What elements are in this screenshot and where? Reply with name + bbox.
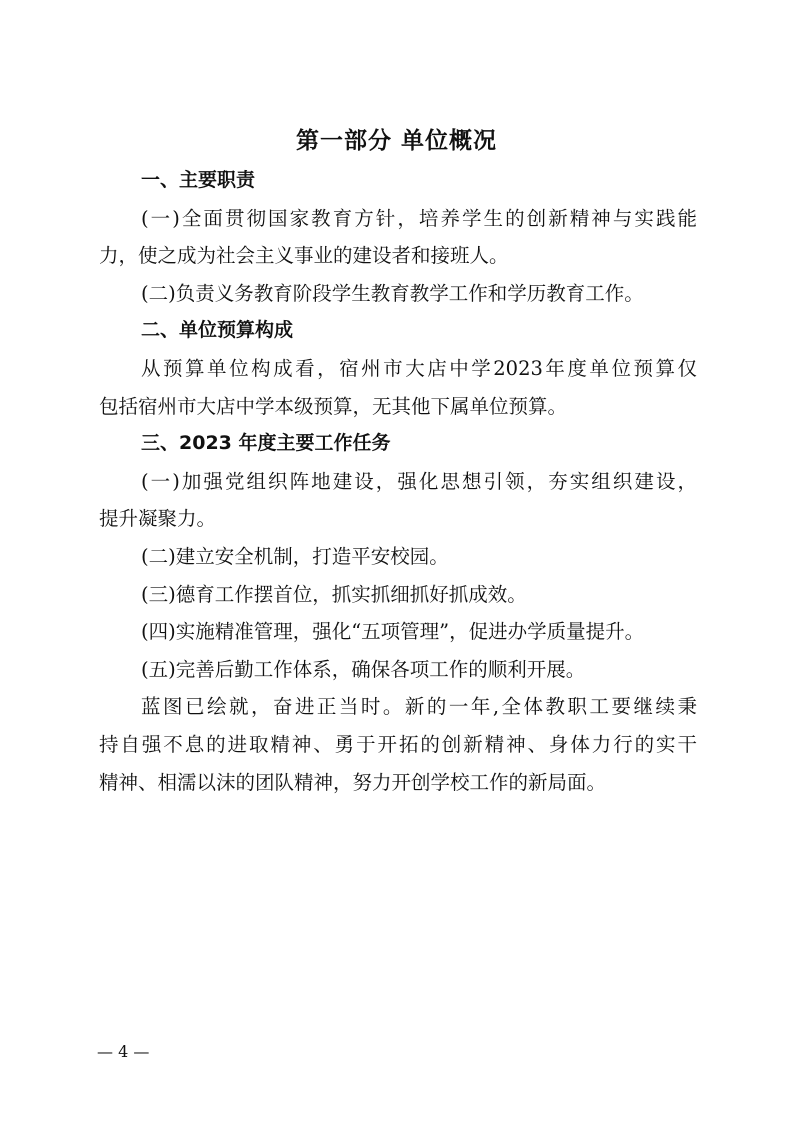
paragraph-line: 持自强不息的进取精神、勇于开拓的创新精神、身体力行的实干 [99,732,697,756]
section-heading: 一、主要职责 [141,169,256,191]
paragraph-line: (二)建立安全机制，打造平安校园。 [141,544,449,568]
paragraph-line: (四)实施精准管理，强化“五项管理”，促进办学质量提升。 [141,620,645,644]
paragraph-line: (三)德育工作摆首位，抓实抓细抓好抓成效。 [141,582,527,606]
paragraph-line: 力，使之成为社会主义事业的建设者和接班人。 [99,244,509,268]
paragraph-line: 精神、相濡以沫的团队精神，努力开创学校工作的新局面。 [99,770,607,794]
page-number: — 4 — [97,1042,150,1061]
paragraph-line: (一)加强党组织阵地建设，强化思想引领，夯实组织建设， [141,469,697,493]
paragraph-line: 提升凝聚力。 [99,507,217,531]
paragraph-line: (五)完善后勤工作体系，确保各项工作的顺利开展。 [141,657,586,681]
section-heading: 三、2023 年度主要工作任务 [141,432,391,455]
section-heading: 二、单位预算构成 [141,319,294,342]
paragraph-line: 从预算单位构成看，宿州市大店中学2023年度单位预算仅 [141,356,697,380]
paragraph-line: 包括宿州市大店中学本级预算，无其他下属单位预算。 [99,394,568,418]
paragraph-line: (二)负责义务教育阶段学生教育教学工作和学历教育工作。 [141,281,644,305]
document-body [99,162,697,801]
paragraph-line: (一)全面贯彻国家教育方针，培养学生的创新精神与实践能 [141,206,697,230]
page-title: 第一部分 单位概况 [295,128,497,154]
paragraph-line: 蓝图已绘就，奋进正当时。新的一年,全体教职工要继续秉 [141,695,697,719]
